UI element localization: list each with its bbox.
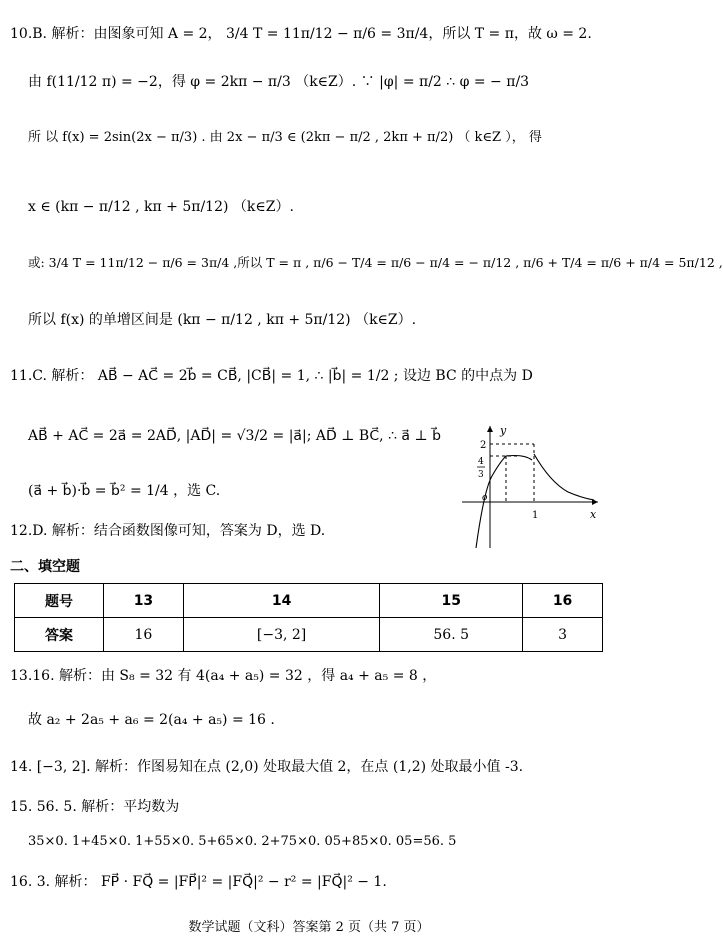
tick-4-3-num: 4 [478, 457, 484, 467]
solution-10-line-4: x ∈ (kπ − π/12 , kπ + 5π/12) （k∈Z）. [28, 199, 294, 215]
solution-15-line-2: 35×0. 1+45×0. 1+55×0. 5+65×0. 2+75×0. 05+85×0. 05=56. 5 [28, 834, 457, 849]
section-heading: 二、填空题 [10, 559, 80, 575]
y-axis-arrow [487, 426, 493, 432]
x-label: x [590, 508, 597, 521]
y-label: y [500, 424, 507, 437]
answer-cell-16: 3 [523, 618, 603, 652]
solution-11-line-3: (a⃗ + b⃗)·b⃗ = b⃗² = 1/4 ，选 C. [28, 483, 221, 499]
tick-4-3-den: 3 [478, 470, 484, 480]
header-cell-14: 14 [183, 584, 379, 618]
solution-11-line-1: 11.C. 解析： AB⃗ − AC⃗ = 2b⃗ = CB⃗, |CB⃗| = 1, ∴ |b⃗| = 1/2 ; 设边 BC 的中点为 D [10, 368, 533, 384]
solution-10-line-3: 所 以 f(x) = 2sin(2x − π/3) . 由 2x − π/3 ∈ (2kπ − π/2 , 2kπ + π/2) （ k∈Z ）， 得 [28, 130, 542, 145]
table-header-row [15, 584, 603, 618]
answer-cell-15: 56. 5 [380, 618, 523, 652]
header-cell-16: 16 [523, 584, 603, 618]
function-graph [458, 420, 608, 550]
solution-10-line-5: 或: 3/4 T = 11π/12 − π/6 = 3π/4 ,所以 T = π , π/6 − T/4 = π/6 − π/4 = − π/12 , π/6 + T/4 = π/6 + π/4 = 5π/12 , [28, 255, 723, 270]
solution-10-line-6: 所以 f(x) 的单增区间是 (kπ − π/12 , kπ + 5π/12) （k∈Z）. [28, 312, 417, 328]
solution-14: 14. [−3, 2]. 解析：作图易知在点 (2,0) 处取最大值 2，在点 (1,2) 处取最小值 -3. [10, 759, 524, 775]
header-cell-13: 13 [104, 584, 184, 618]
header-cell-15: 15 [380, 584, 523, 618]
solution-16: 16. 3. 解析： FP⃗ · FQ⃗ = |FP⃗|² = |FQ⃗|² − r² = |FQ⃗|² − 1. [10, 874, 387, 890]
solution-10-line-2: 由 f(11/12 π) = −2，得 φ = 2kπ − π/3 （k∈Z）. ∵ |φ| = π/2 ∴ φ = − π/3 [28, 74, 530, 90]
curve [476, 454, 594, 548]
answer-cell-14: [−3, 2] [183, 618, 379, 652]
tick-2: 2 [480, 440, 487, 451]
solution-10-line-1: 10.B. 解析：由图象可知 A = 2， 3/4 T = 11π/12 − π/6 = 3π/4，所以 T = π，故 ω = 2. [10, 26, 592, 42]
page-footer: 数学试题（文科）答案第 2 页（共 7 页） [188, 920, 430, 935]
solution-12: 12.D. 解析：结合函数图像可知，答案为 D，选 D. [10, 523, 326, 539]
answer-label: 答案 [15, 618, 104, 652]
origin-label: o [482, 493, 488, 503]
tick-1: 1 [532, 510, 539, 521]
table-answer-row [15, 618, 603, 652]
header-label: 题号 [15, 584, 104, 618]
solution-11-line-2: AB⃗ + AC⃗ = 2a⃗ = 2AD⃗, |AD⃗| = √3/2 = |a⃗|; AD⃗ ⊥ BC⃗, ∴ a⃗ ⊥ b⃗ [28, 428, 441, 444]
answer-table [14, 583, 603, 652]
solution-13-line-2: 故 a₂ + 2a₅ + a₆ = 2(a₄ + a₅) = 16 . [28, 712, 275, 728]
solution-15-line-1: 15. 56. 5. 解析：平均数为 [10, 799, 180, 815]
answer-cell-13: 16 [104, 618, 184, 652]
solution-13-line-1: 13.16. 解析：由 S₈ = 32 有 4(a₄ + a₅) = 32 ，得 a₄ + a₅ = 8 ， [10, 668, 437, 684]
